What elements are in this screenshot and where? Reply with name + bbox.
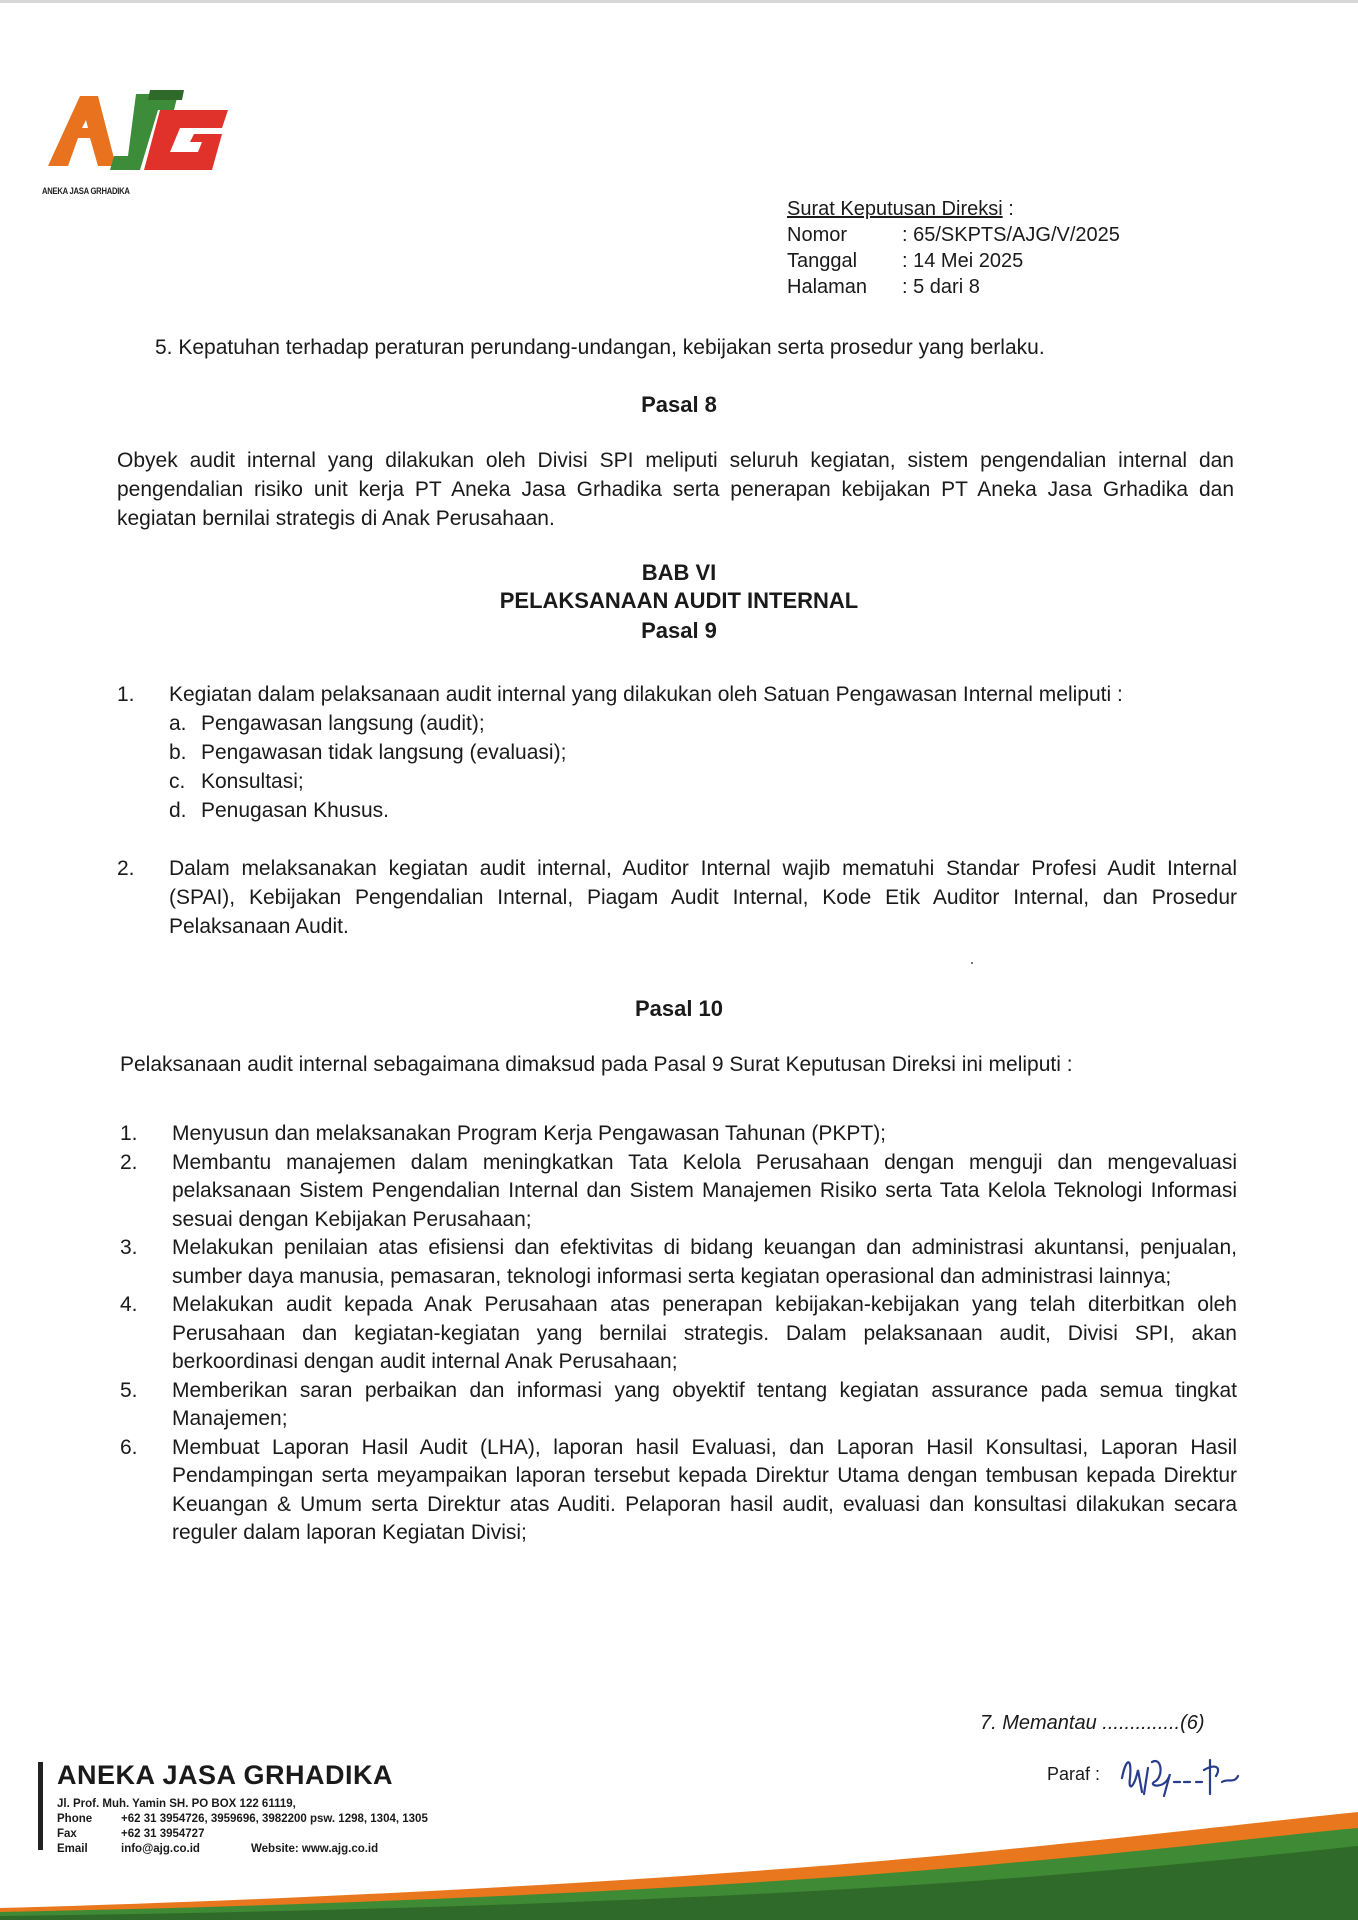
- list-item: [117, 680, 1237, 709]
- meta-key: Halaman: [787, 276, 868, 298]
- item-number: 1.: [117, 683, 135, 706]
- sub-letter: d.: [169, 799, 187, 822]
- item-number: 4.: [120, 1293, 138, 1316]
- item-text: Melakukan audit kepada Anak Perusahaan atas penerapan kebijakan-kebijakan yang telah diterbitkan oleh Perusahaan dan kegiatan-kegiatan yang bernilai strategis. Dalam pelaksanaan audit, Divisi SPI, akan berkoordinasi dengan audit internal Anak Perusahaan;: [172, 1293, 1237, 1373]
- sub-letter: a.: [169, 712, 187, 735]
- sub-item: [169, 738, 1237, 767]
- meta-row-tanggal: [787, 248, 1120, 274]
- list-item: [120, 1149, 1237, 1235]
- pasal-10-heading: Pasal 10: [634, 996, 724, 1021]
- item-text: Kegiatan dalam pelaksanaan audit internal yang dilakukan oleh Satuan Pengawasan Internal meliputi :: [169, 683, 1123, 706]
- item-number: 5.: [120, 1378, 138, 1402]
- item-number: 1.: [120, 1122, 138, 1145]
- phone-value: +62 31 3954726, 3959696, 3982200 psw. 1298, 1304, 1305: [121, 1813, 428, 1825]
- pasal-10-list: [120, 1120, 1237, 1548]
- meta-title-suffix: :: [1002, 198, 1014, 220]
- meta-value: : 5 dari 8: [902, 276, 980, 298]
- continuation-note: 7. Memantau ..............(6): [980, 1712, 1205, 1734]
- meta-value: : 14 Mei 2025: [902, 250, 1024, 272]
- meta-row-nomor: [787, 222, 1120, 248]
- bab-title: PELAKSANAAN AUDIT INTERNAL: [499, 588, 859, 613]
- item-number: 3.: [120, 1236, 138, 1259]
- meta-key: Nomor: [787, 224, 848, 246]
- item-number: 2.: [117, 857, 135, 880]
- meta-value: : 65/SKPTS/AJG/V/2025: [902, 224, 1120, 246]
- fax-label: Fax: [57, 1828, 77, 1840]
- footer-wave-decoration: [0, 1790, 1358, 1920]
- meta-key: Tanggal: [787, 250, 858, 272]
- pasal-9-list: [117, 680, 1237, 941]
- list-item: [120, 1120, 1237, 1149]
- ajg-logo-icon: [40, 88, 240, 188]
- decree-meta: [787, 196, 1120, 300]
- logo-caption: ANEKA JASA GRHADIKA: [42, 186, 130, 196]
- item-text: Melakukan penilaian atas efisiensi dan efektivitas di bidang keuangan dan administrasi akuntansi, penjualan, sumber daya manusia, pemasaran, teknologi informasi serta kegiatan operasional dan administrasi lainnya;: [172, 1236, 1237, 1288]
- meta-row-halaman: [787, 274, 1120, 300]
- item-text: Memberikan saran perbaikan dan informasi yang obyektif tentang kegiatan assurance pada semua tingkat Manajemen;: [172, 1378, 1237, 1430]
- sub-text: Pengawasan langsung (audit);: [201, 712, 485, 735]
- item-text: Menyusun dan melaksanakan Program Kerja Pengawasan Tahunan (PKPT);: [172, 1122, 887, 1145]
- sub-item: [169, 767, 1237, 796]
- list-item: [120, 1234, 1237, 1291]
- fax-value: +62 31 3954727: [121, 1828, 205, 1840]
- list-item: [117, 854, 1237, 941]
- footer-company-name: ANEKA JASA GRHADIKA: [57, 1760, 394, 1790]
- pasal-10-intro: Pelaksanaan audit internal sebagaimana dimaksud pada Pasal 9 Surat Keputusan Direksi ini meliputi :: [120, 1053, 1073, 1076]
- pasal-8-text: Obyek audit internal yang dilakukan oleh Divisi SPI meliputi seluruh kegiatan, sistem pengendalian internal dan pengendalian risiko unit kerja PT Aneka Jasa Grhadika serta penerapan kebijakan PT Aneka Jasa Grhadika dan kegiatan bernilai strategis di Anak Perusahaan.: [117, 449, 1234, 530]
- company-logo: [40, 88, 240, 206]
- sub-text: Konsultasi;: [201, 770, 304, 793]
- email-value: info@ajg.co.id: [121, 1843, 200, 1855]
- footer-address: Jl. Prof. Muh. Yamin SH. PO BOX 122 61119,: [57, 1798, 296, 1810]
- list-item: [120, 1291, 1237, 1377]
- sub-item: [169, 709, 1237, 738]
- meta-title: Surat Keputusan Direksi: [787, 198, 1003, 220]
- list-item: [120, 1434, 1237, 1548]
- top-border: [0, 0, 1358, 3]
- bab-number: BAB VI: [641, 560, 717, 585]
- sub-letter: b.: [169, 741, 187, 764]
- item-text: Dalam melaksanakan kegiatan audit internal, Auditor Internal wajib mematuhi Standar Profesi Audit Internal (SPAI), Kebijakan Pengendalian Internal, Piagam Audit Internal, Kode Etik Auditor Internal, dan Prosedur Pelaksanaan Audit.: [169, 857, 1237, 938]
- item-number: 2.: [120, 1150, 138, 1174]
- spacer: [117, 825, 1237, 854]
- sub-letter: c.: [169, 770, 186, 793]
- pasal-8-heading: Pasal 8: [641, 392, 717, 417]
- scan-speck: [971, 962, 973, 964]
- item-5-previous: 5. Kepatuhan terhadap peraturan perundang-undangan, kebijakan serta prosedur yang berlaku.: [155, 336, 1045, 359]
- phone-label: Phone: [57, 1813, 93, 1825]
- list-item: [120, 1377, 1237, 1434]
- pasal-9-heading: Pasal 9: [641, 618, 717, 643]
- sub-item: [169, 796, 1237, 825]
- item-text: Membantu manajemen dalam meningkatkan Tata Kelola Perusahaan dengan menguji dan mengevaluasi pelaksanaan Sistem Pengendalian Internal dan Sistem Manajemen Risiko serta Tata Kelola Teknologi Informasi sesuai dengan Kebijakan Perusahaan;: [172, 1150, 1237, 1231]
- sub-text: Penugasan Khusus.: [201, 799, 389, 822]
- email-label: Email: [57, 1843, 88, 1855]
- website-value: Website: www.ajg.co.id: [251, 1843, 379, 1855]
- item-text: Membuat Laporan Hasil Audit (LHA), laporan hasil Evaluasi, dan Laporan Hasil Konsultasi, Laporan Hasil Pendampingan serta meyampaikan laporan tersebut kepada Direktur Utama dengan tembusan kepada Direktur Keuangan & Umum serta Direktur atas Auditi. Pelaporan hasil audit, evaluasi dan konsultasi dilakukan secara reguler dalam laporan Kegiatan Divisi;: [172, 1435, 1237, 1544]
- item-number: 6.: [120, 1435, 138, 1459]
- paraf-label: Paraf :: [1047, 1764, 1101, 1784]
- meta-title-line: [787, 196, 1120, 222]
- sub-text: Pengawasan tidak langsung (evaluasi);: [201, 741, 567, 764]
